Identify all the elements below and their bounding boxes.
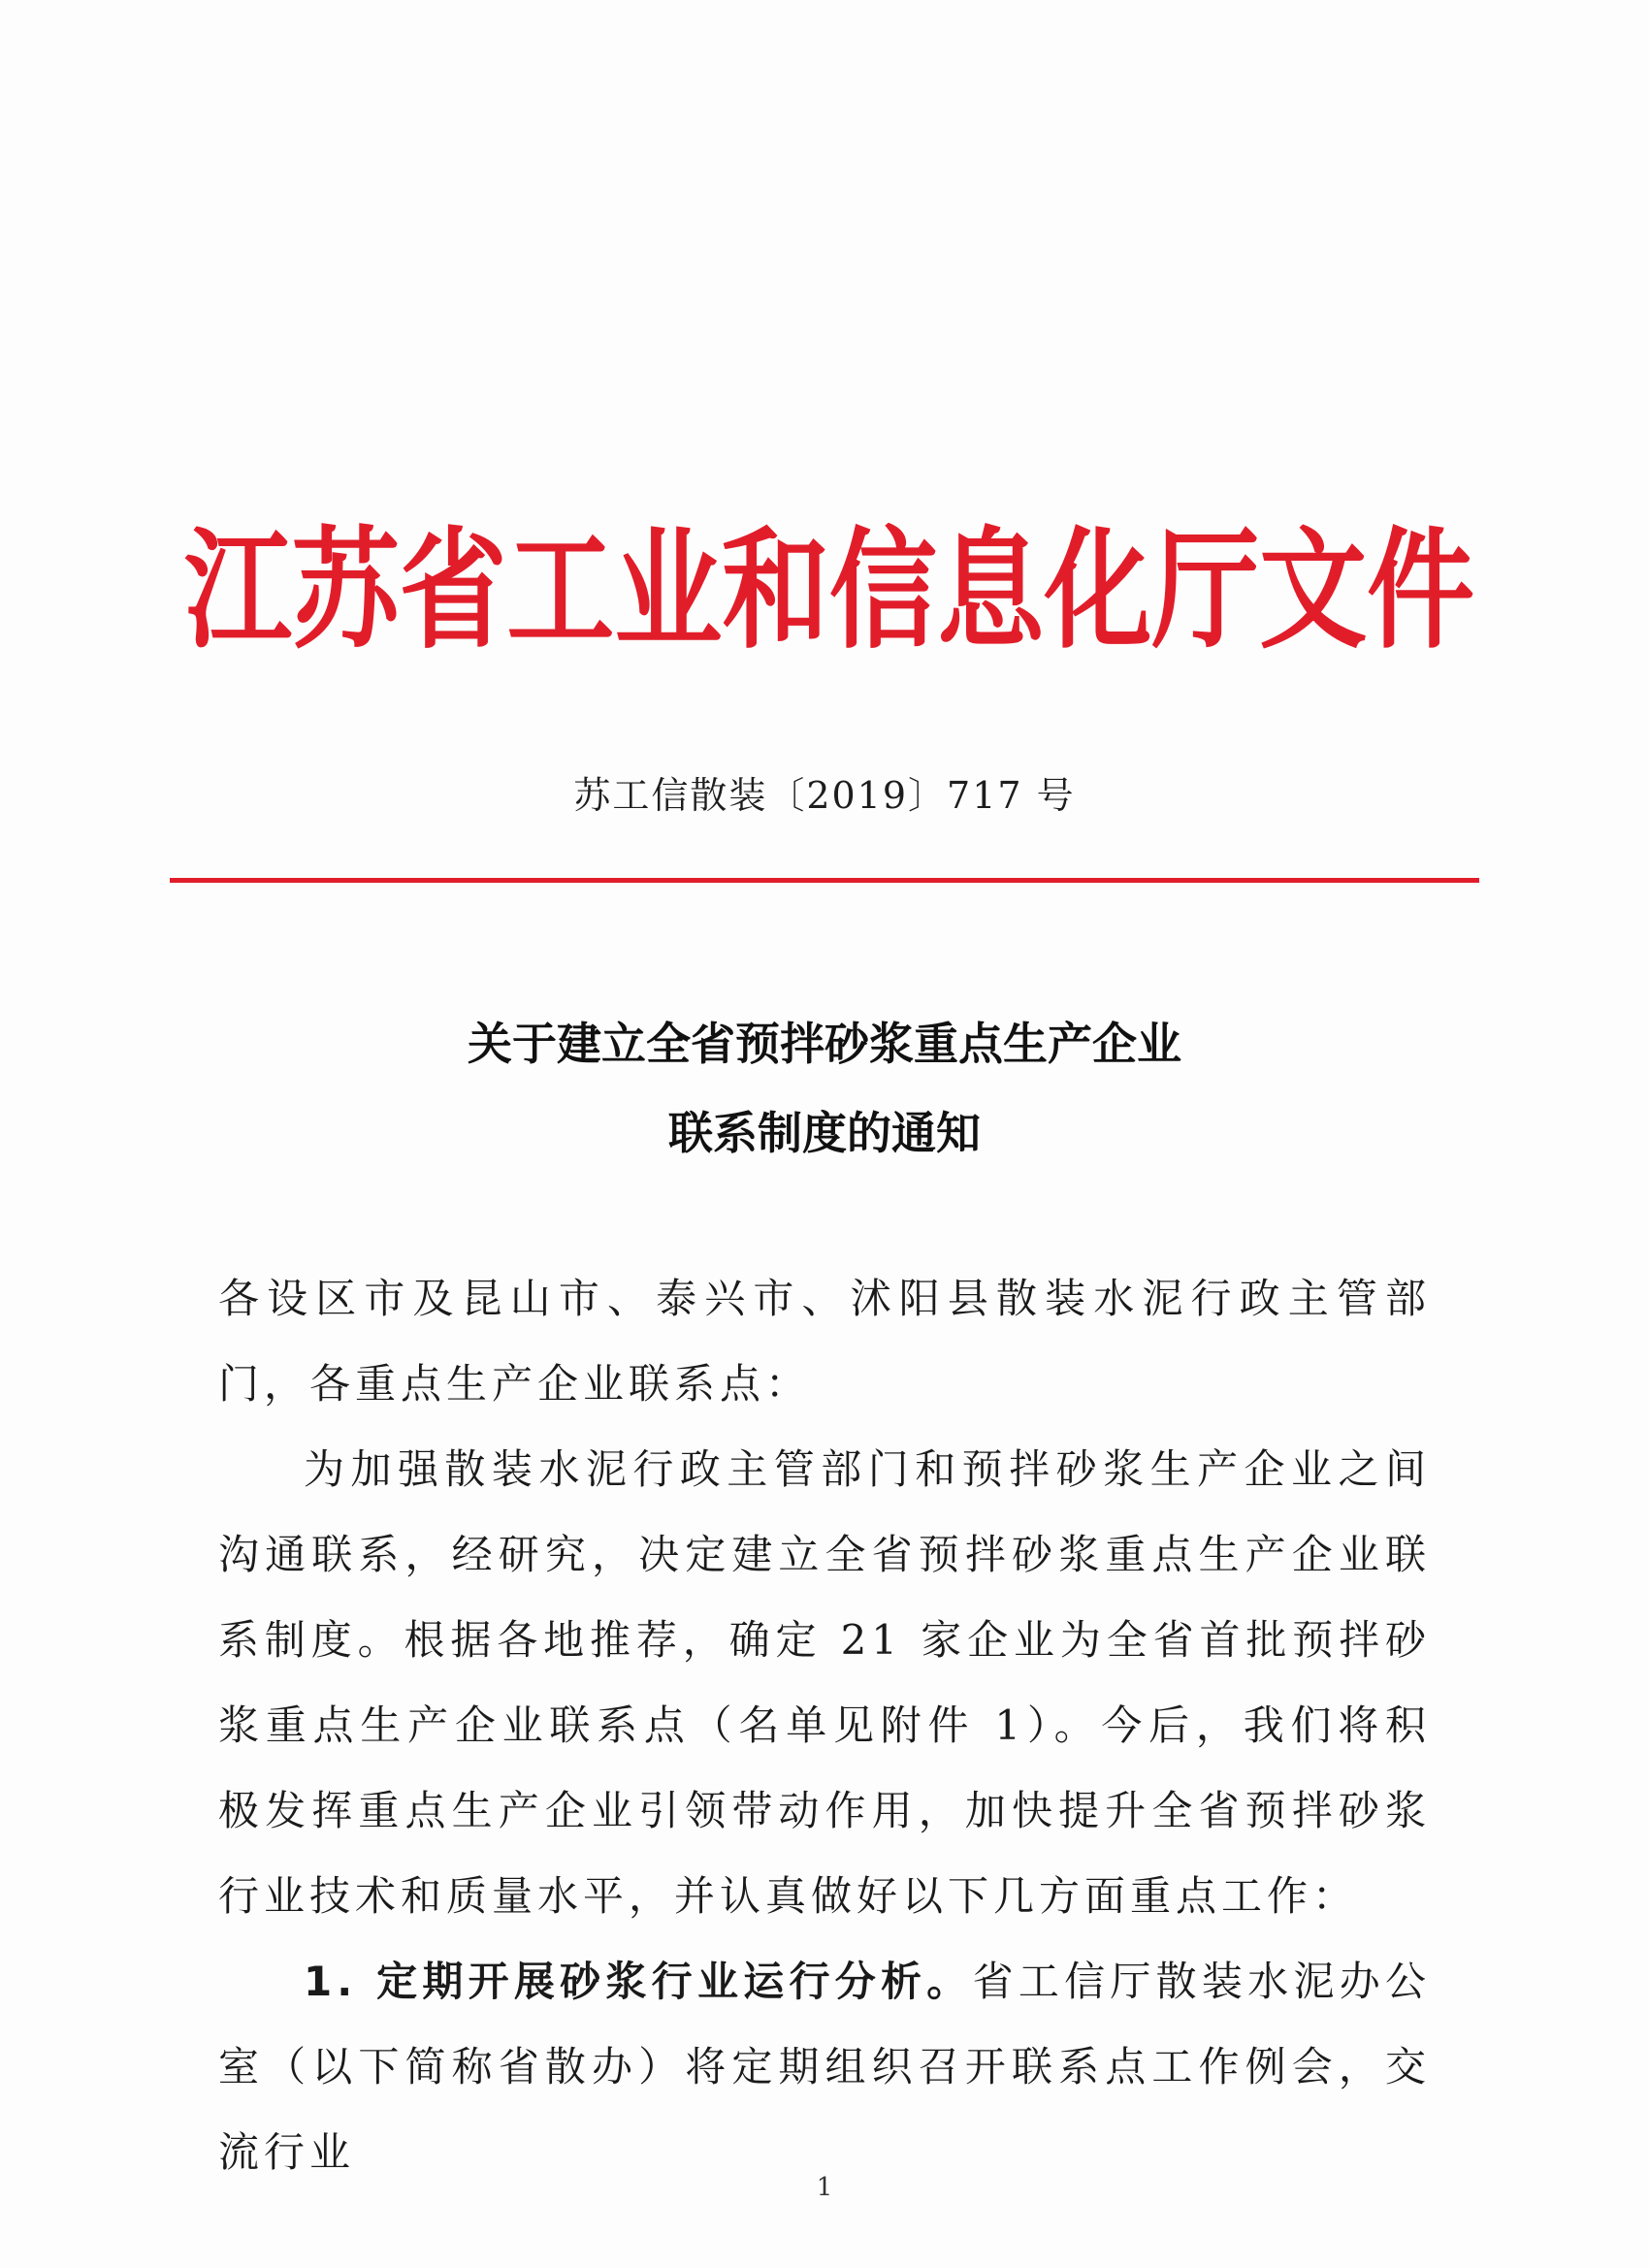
page-number: 1 <box>816 2173 833 2202</box>
notice-title <box>0 999 1649 1178</box>
notice-title-line-2: 联系制度的通知 <box>668 1107 981 1159</box>
body-item-1 <box>218 1939 1431 2195</box>
red-divider-line <box>170 878 1479 883</box>
body-paragraph-1: 为加强散装水泥行政主管部门和预拌砂浆生产企业之间沟通联系，经研究，决定建立全省预拌砂浆重点生产企业联系制度。根据各地推荐，确定 21 家企业为全省首批预拌砂浆重点生产企业联系点（名单见附件 1）。今后，我们将积极发挥重点生产企业引领带动作用，加快提升全省预拌砂浆行业技术和质量水平，并认真做好以下几方面重点工作： <box>218 1445 1431 1920</box>
salutation: 各设区市及昆山市、泰兴市、沭阳县散装水泥行政主管部门，各重点生产企业联系点： <box>218 1275 1431 1408</box>
document-number: 苏工信散装〔2019〕717 号 <box>573 774 1076 817</box>
item-1-text: 省工信厅散装水泥办公室（以下简称省散办）将定期组织召开联系点工作例会，交流行业 <box>218 1958 1431 2176</box>
item-1-heading: 1. 定期开展砂浆行业运行分析。 <box>304 1958 973 2005</box>
agency-header-title: 江苏省工业和信息化厅文件 <box>184 515 1475 667</box>
notice-body <box>218 1256 1431 2195</box>
notice-title-line-1: 关于建立全省预拌砂浆重点生产企业 <box>468 1018 1181 1070</box>
